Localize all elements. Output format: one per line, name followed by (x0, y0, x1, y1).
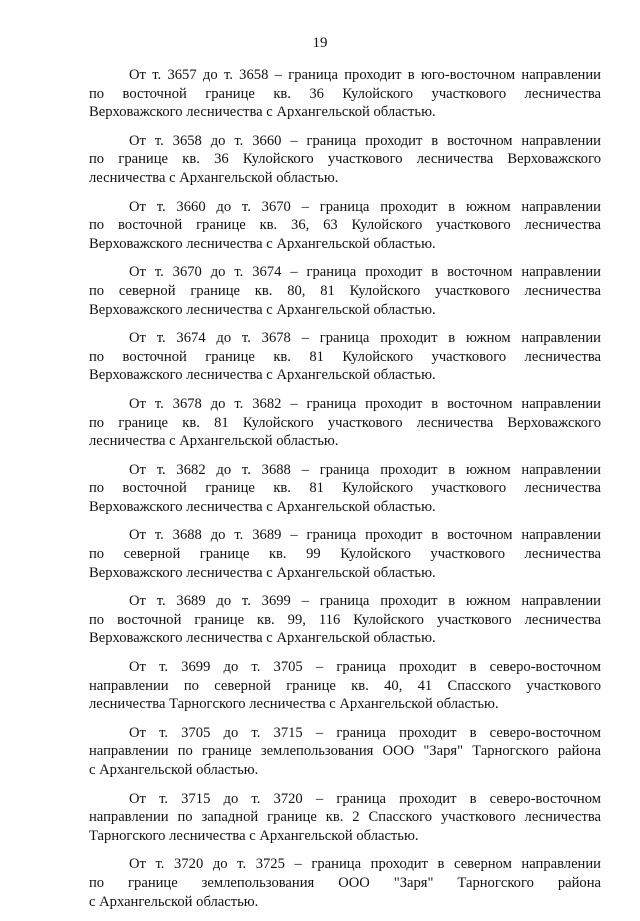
paragraph (89, 395, 601, 451)
paragraph-line: лесничества с Архангельской областью. (89, 169, 339, 186)
paragraph (89, 66, 601, 122)
paragraph-line: От т. 3660 до т. 3670 – граница проходит в южном направлении (129, 198, 601, 215)
paragraph-line: направлении по западной границе кв. 2 Спасского участкового лесничества (89, 809, 601, 826)
paragraph-line: по восточной границе кв. 99, 116 Кулойского участкового лесничества (89, 611, 601, 628)
paragraph-line: по восточной границе кв. 81 Кулойского участкового лесничества (89, 480, 601, 497)
paragraph-line: Верховажского лесничества с Архангельской областью. (89, 301, 436, 318)
paragraph-line: От т. 3688 до т. 3689 – граница проходит в восточном направлении (129, 527, 601, 544)
paragraph (89, 461, 601, 517)
paragraph-line: Верховажского лесничества с Архангельской областью. (89, 564, 436, 581)
paragraph (89, 592, 601, 648)
paragraph-line: От т. 3720 до т. 3725 – граница проходит в северном направлении (129, 856, 601, 873)
paragraph (89, 329, 601, 385)
paragraph-line: От т. 3678 до т. 3682 – граница проходит в восточном направлении (129, 395, 601, 412)
paragraph (89, 198, 601, 254)
paragraph-line: От т. 3705 до т. 3715 – граница проходит в северо-восточном (129, 724, 601, 741)
paragraph-line: направлении по границе землепользования ООО "Заря" Тарногского района (89, 743, 601, 760)
paragraph-line: Верховажского лесничества с Архангельской областью. (89, 498, 436, 515)
paragraph-line: лесничества Тарногского лесничества с Архангельской областью. (89, 696, 499, 713)
paragraph-line: От т. 3674 до т. 3678 – граница проходит в южном направлении (129, 330, 601, 347)
paragraph-line: От т. 3682 до т. 3688 – граница проходит в южном направлении (129, 461, 601, 478)
paragraph (89, 263, 601, 319)
paragraph-line: с Архангельской областью. (89, 893, 259, 910)
paragraph-line: по восточной границе кв. 81 Кулойского участкового лесничества (89, 348, 601, 365)
paragraph-line: От т. 3658 до т. 3660 – граница проходит в восточном направлении (129, 132, 601, 149)
page-number: 19 (312, 35, 328, 51)
paragraph-line: по границе кв. 81 Кулойского участкового лесничества Верховажского (89, 414, 601, 431)
paragraph-line: От т. 3689 до т. 3699 – граница проходит в южном направлении (129, 593, 601, 610)
paragraph-line: по восточной границе кв. 36, 63 Кулойского участкового лесничества (89, 217, 601, 234)
paragraph-line: по северной границе кв. 80, 81 Кулойского участкового лесничества (89, 282, 601, 299)
paragraph-line: направлении по северной границе кв. 40, 41 Спасского участкового (89, 677, 601, 694)
paragraph-line: От т. 3715 до т. 3720 – граница проходит в северо-восточном (129, 790, 601, 807)
paragraph (89, 724, 601, 780)
paragraph-line: Верховажского лесничества с Архангельской областью. (89, 104, 436, 121)
paragraph-line: с Архангельской областью. (89, 762, 259, 778)
paragraph-line: От т. 3699 до т. 3705 – граница проходит в северо-восточном (129, 659, 601, 676)
paragraph-line: по северной границе кв. 99 Кулойского участкового лесничества (89, 546, 601, 563)
paragraph-line: Верховажского лесничества с Архангельской областью. (89, 367, 436, 384)
paragraph (89, 855, 601, 911)
paragraph-line: Верховажского лесничества с Архангельской областью. (89, 630, 436, 647)
paragraph-line: Верховажского лесничества с Архангельской областью. (89, 235, 436, 252)
paragraph (89, 658, 601, 714)
paragraph (89, 132, 601, 188)
document-body (89, 66, 601, 921)
paragraph-line: по границе кв. 36 Кулойского участкового лесничества Верховажского (89, 151, 601, 168)
paragraph-line: От т. 3657 до т. 3658 – граница проходит в юго-восточном направлении (129, 67, 601, 83)
paragraph (89, 526, 601, 582)
paragraph (89, 790, 601, 846)
paragraph-line: От т. 3670 до т. 3674 – граница проходит в восточном направлении (129, 264, 601, 281)
paragraph-line: Тарногского лесничества с Архангельской областью. (89, 827, 419, 844)
paragraph-line: по восточной границе кв. 36 Кулойского участкового лесничества (89, 85, 601, 102)
paragraph-line: лесничества с Архангельской областью. (89, 433, 339, 450)
paragraph-line: по границе землепользования ООО "Заря" Тарногского района (89, 874, 601, 891)
